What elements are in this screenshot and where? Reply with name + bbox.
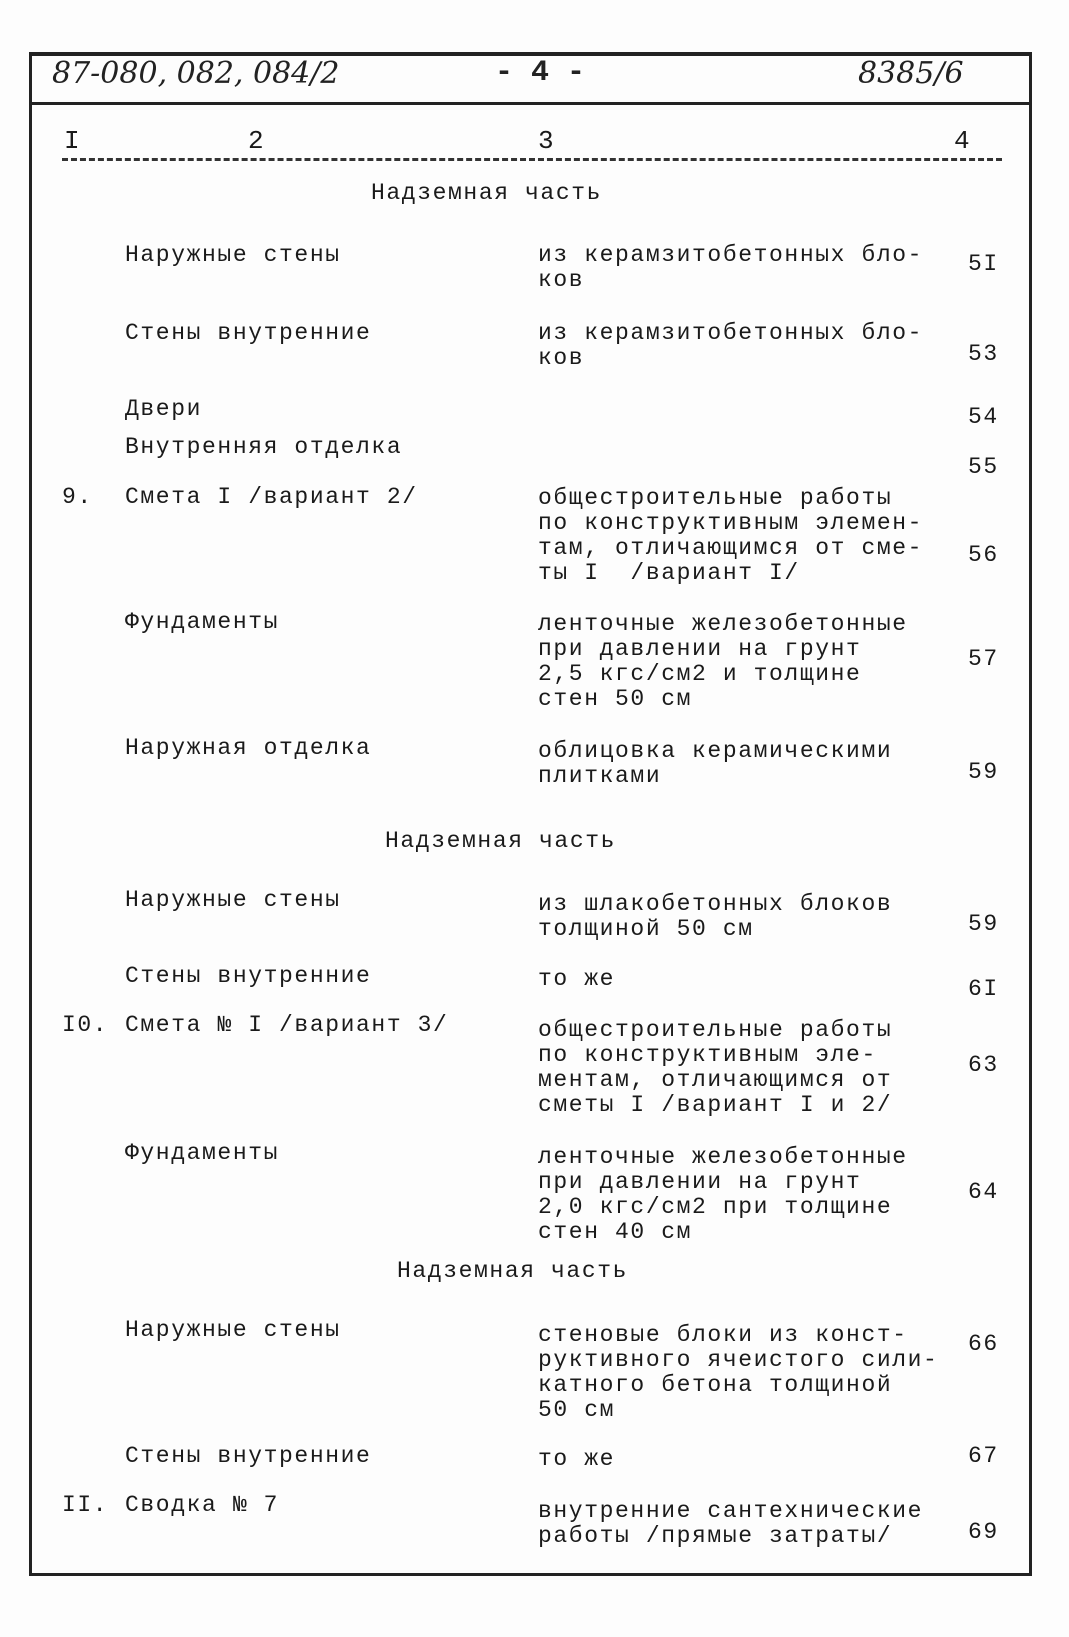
row-page-number: 57 xyxy=(968,646,999,672)
row-description-line: при давлении на грунт xyxy=(538,636,862,662)
column-4-header: 4 xyxy=(954,126,970,156)
row-description-line: общестроительные работы xyxy=(538,1017,893,1043)
header-page-number: - 4 - xyxy=(495,56,586,90)
row-description-line: стен 40 см xyxy=(538,1219,693,1245)
row-description-line: то же xyxy=(538,966,616,992)
row-number: I0. xyxy=(62,1012,109,1038)
row-description-line: общестроительные работы xyxy=(538,485,893,511)
row-description-line: из шлакобетонных блоков xyxy=(538,891,893,917)
row-description-line: ментам, отличающимся от xyxy=(538,1067,893,1093)
row-page-number: 67 xyxy=(968,1443,999,1469)
row-description-line: 50 см xyxy=(538,1397,616,1423)
row-description-line: при давлении на грунт xyxy=(538,1169,862,1195)
row-description-line: там, отличающимся от сме- xyxy=(538,535,924,561)
row-description-line: ков xyxy=(538,267,585,293)
row-page-number: 6I xyxy=(968,976,999,1002)
row-page-number: 64 xyxy=(968,1179,999,1205)
row-description-line: стен 50 см xyxy=(538,686,693,712)
header-divider xyxy=(29,102,1029,105)
row-page-number: 53 xyxy=(968,341,999,367)
row-description-line: облицовка керамическими xyxy=(538,738,893,764)
row-number: II. xyxy=(62,1492,109,1518)
column-1-header: I xyxy=(64,126,80,156)
row-description-line: ленточные железобетонные xyxy=(538,611,908,637)
row-description-line: внутренние сантехнические xyxy=(538,1498,924,1524)
row-page-number: 59 xyxy=(968,759,999,785)
column-2-header: 2 xyxy=(248,126,264,156)
row-page-number: 55 xyxy=(968,454,999,480)
row-item-name: Наружная отделка xyxy=(125,735,372,761)
row-item-name: Смета № I /вариант 3/ xyxy=(125,1012,449,1038)
row-page-number: 63 xyxy=(968,1052,999,1078)
row-page-number: 56 xyxy=(968,542,999,568)
row-item-name: Внутренняя отделка xyxy=(125,434,403,460)
row-page-number: 54 xyxy=(968,404,999,430)
row-item-name: Наружные стены xyxy=(125,1317,341,1343)
row-page-number: 69 xyxy=(968,1519,999,1545)
row-description-line: из керамзитобетонных бло- xyxy=(538,320,924,346)
row-item-name: Фундаменты xyxy=(125,1140,280,1166)
row-description-line: сметы I /вариант I и 2/ xyxy=(538,1092,893,1118)
row-item-name: Наружные стены xyxy=(125,887,341,913)
column-header-row xyxy=(62,126,1002,161)
row-description-line: то же xyxy=(538,1446,616,1472)
row-description-line: по конструктивным элемен- xyxy=(538,510,924,536)
row-page-number: 59 xyxy=(968,911,999,937)
row-item-name: Стены внутренние xyxy=(125,1443,372,1469)
row-description-line: 2,5 кгс/см2 и толщине xyxy=(538,661,862,687)
row-item-name: Стены внутренние xyxy=(125,320,372,346)
row-item-name: Двери xyxy=(125,396,203,422)
section-heading: Надземная часть xyxy=(371,180,603,206)
row-item-name: Фундаменты xyxy=(125,609,280,635)
row-item-name: Сводка № 7 xyxy=(125,1492,280,1518)
row-description-line: работы /прямые затраты/ xyxy=(538,1523,893,1549)
row-description-line: ленточные железобетонные xyxy=(538,1144,908,1170)
row-description-line: плитками xyxy=(538,763,662,789)
row-description-line: из керамзитобетонных бло- xyxy=(538,242,924,268)
section-heading: Надземная часть xyxy=(397,1258,629,1284)
row-item-name: Смета I /вариант 2/ xyxy=(125,484,418,510)
row-page-number: 66 xyxy=(968,1331,999,1357)
row-description-line: по конструктивным эле- xyxy=(538,1042,877,1068)
row-description-line: катного бетона толщиной xyxy=(538,1372,893,1398)
row-description-line: стеновые блоки из конст- xyxy=(538,1322,908,1348)
row-page-number: 5I xyxy=(968,251,999,277)
row-description-line: толщиной 50 см xyxy=(538,916,754,942)
header-doc-number: 87-080, 082, 084/2 xyxy=(52,56,340,91)
row-description-line: 2,0 кгс/см2 при толщине xyxy=(538,1194,893,1220)
column-3-header: 3 xyxy=(538,126,554,156)
row-description-line: ты I /вариант I/ xyxy=(538,560,800,586)
row-item-name: Наружные стены xyxy=(125,242,341,268)
row-description-line: руктивного ячеистого сили- xyxy=(538,1347,939,1373)
row-item-name: Стены внутренние xyxy=(125,963,372,989)
section-heading: Надземная часть xyxy=(385,828,617,854)
row-number: 9. xyxy=(62,484,93,510)
header-archive-number: 8385/6 xyxy=(858,56,964,91)
row-description-line: ков xyxy=(538,345,585,371)
